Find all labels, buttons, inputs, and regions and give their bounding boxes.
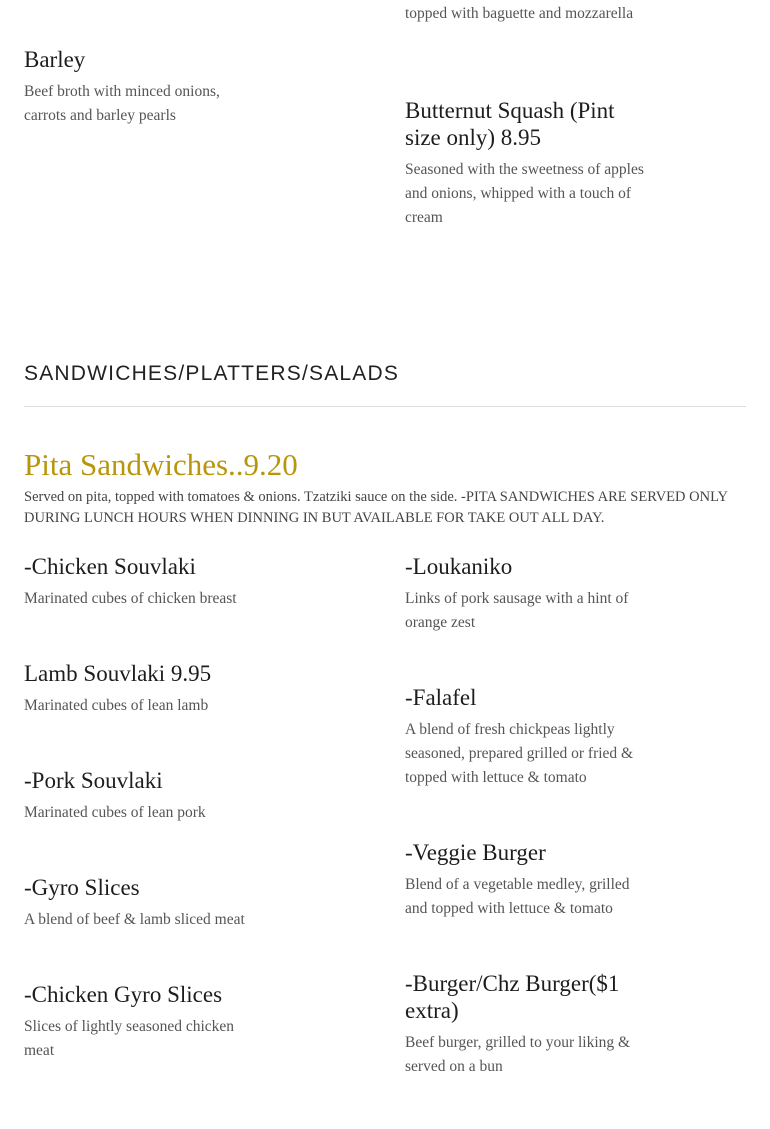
- menu-item-name: -Burger/Chz Burger($1 extra): [405, 971, 620, 1023]
- category-title: Pita Sandwiches..9.20: [24, 447, 298, 482]
- menu-item-description: Beef burger, grilled to your liking & served on a bun: [405, 1034, 631, 1075]
- menu-item: [24, 874, 274, 932]
- menu-item: [405, 684, 655, 790]
- menu-item-description: Marinated cubes of lean pork: [24, 804, 206, 821]
- menu-item-barley: [24, 46, 274, 128]
- menu-item-description: A blend of beef & lamb sliced meat: [24, 911, 245, 928]
- menu-item-description: Seasoned with the sweetness of apples and onions, whipped with a touch of cream: [405, 161, 644, 226]
- menu-item-name: -Loukaniko: [405, 554, 513, 579]
- menu-item-name: -Veggie Burger: [405, 840, 546, 865]
- menu-item: [405, 970, 655, 1079]
- menu-item-description: Marinated cubes of chicken breast: [24, 590, 237, 607]
- menu-item-name: Butternut Squash (Pint size only) 8.95: [405, 98, 615, 150]
- menu-item-description: Links of pork sausage with a hint of orange zest: [405, 590, 629, 631]
- menu-item-name: -Chicken Gyro Slices: [24, 982, 223, 1007]
- menu-item-name: -Falafel: [405, 685, 477, 710]
- menu-item: [405, 553, 655, 635]
- menu-item: [24, 981, 274, 1063]
- menu-item: [24, 553, 274, 611]
- menu-item-name: -Gyro Slices: [24, 875, 140, 900]
- menu-item: [24, 660, 274, 718]
- menu-item: [405, 839, 655, 921]
- menu-item-description: topped with baguette and mozzarella: [405, 5, 634, 22]
- menu-item-description: Blend of a vegetable medley, grilled and topped with lettuce & tomato: [405, 876, 630, 917]
- menu-item-name: Barley: [24, 47, 86, 72]
- menu-item-description: A blend of fresh chickpeas lightly seasoned, prepared grilled or fried & topped with lettuce & tomato: [405, 721, 634, 786]
- menu-item-name: -Chicken Souvlaki: [24, 554, 196, 579]
- menu-item-description: Beef broth with minced onions, carrots and barley pearls: [24, 83, 220, 124]
- menu-item-description: Slices of lightly seasoned chicken meat: [24, 1018, 235, 1059]
- menu-item-name: -Pork Souvlaki: [24, 768, 163, 793]
- section-title: SANDWICHES/PLATTERS/SALADS: [24, 362, 400, 385]
- section-divider: [24, 406, 746, 407]
- menu-item-description: Marinated cubes of lean lamb: [24, 697, 209, 714]
- category-note: Served on pita, topped with tomatoes & onions. Tzatziki sauce on the side. -PITA SANDWICHES ARE SERVED ONLY DURING LUNCH HOURS WHEN DINNING IN BUT AVAILABLE FOR TAKE OUT ALL DAY.: [24, 489, 728, 526]
- menu-item-name: Lamb Souvlaki 9.95: [24, 661, 212, 686]
- menu-item: [24, 767, 274, 825]
- menu-item-butternut-squash: [405, 97, 655, 230]
